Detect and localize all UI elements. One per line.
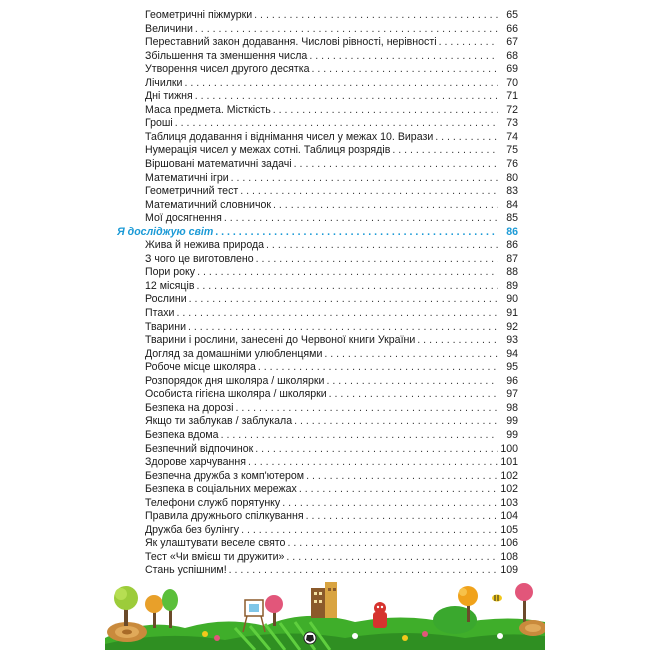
toc-page-number: 97 <box>506 388 518 401</box>
toc-leader-dots <box>235 402 498 416</box>
toc-page-number: 69 <box>506 63 518 76</box>
toc-page-number: 96 <box>506 374 518 387</box>
toc-entry <box>117 429 518 443</box>
toc-entry <box>117 239 518 253</box>
toc-page-number: 66 <box>506 22 518 35</box>
toc-entry <box>117 510 518 524</box>
toc-entry <box>117 443 518 457</box>
toc-entry <box>117 402 518 416</box>
toc-entry-title: Безпека на дорозі <box>145 401 234 414</box>
toc-page-number: 95 <box>506 361 518 374</box>
toc-leader-dots <box>189 293 498 307</box>
toc-page-number: 92 <box>506 320 518 333</box>
toc-leader-dots <box>287 537 498 551</box>
toc-page-number: 108 <box>500 550 518 563</box>
toc-page-number: 98 <box>506 401 518 414</box>
toc-leader-dots <box>329 388 498 402</box>
toc-leader-dots <box>273 104 498 118</box>
toc-entry-title: Геометричний тест <box>145 185 239 198</box>
toc-leader-dots <box>324 348 498 362</box>
toc-leader-dots <box>197 266 498 280</box>
toc-entry-title: Математичні ігри <box>145 171 229 184</box>
toc-leader-dots <box>224 212 498 226</box>
toc-entry-title: Гроші <box>145 117 173 130</box>
toc-entry <box>117 9 518 23</box>
toc-entry <box>117 77 518 91</box>
toc-entry-title: Якщо ти заблукав / заблукала <box>145 415 293 428</box>
toc-leader-dots <box>221 429 498 443</box>
toc-leader-dots <box>215 226 498 240</box>
toc-entry <box>117 361 518 375</box>
toc-entry-title: Лічилки <box>145 76 183 89</box>
toc-page-number: 75 <box>506 144 518 157</box>
toc-entry-title: Пори року <box>145 266 196 279</box>
toc-leader-dots <box>312 63 498 77</box>
toc-leader-dots <box>231 172 498 186</box>
toc-leader-dots <box>241 524 498 538</box>
toc-entry <box>117 90 518 104</box>
toc-page-number: 68 <box>506 49 518 62</box>
toc-page-number: 83 <box>506 185 518 198</box>
toc-page-number: 102 <box>500 483 518 496</box>
toc-entry <box>117 36 518 50</box>
toc-entry-title: Догляд за домашніми улюбленцями <box>145 347 323 360</box>
toc-entry-title: Математичний словничок <box>145 198 272 211</box>
toc-entry-title: Як улаштувати веселе свято <box>145 537 286 550</box>
toc-leader-dots <box>392 144 498 158</box>
toc-page-number: 74 <box>506 130 518 143</box>
toc-page-number: 99 <box>506 428 518 441</box>
toc-entry <box>117 104 518 118</box>
toc-entry <box>117 185 518 199</box>
toc-entry <box>117 199 518 213</box>
toc-entry-title: Безпека в соціальних мережах <box>145 483 297 496</box>
toc-entry-title: Тварини і рослини, занесені до Червоної книги України <box>145 334 416 347</box>
toc-entry-title: Телефони служб порятунку <box>145 496 281 509</box>
toc-page-number: 76 <box>506 158 518 171</box>
toc-entry-title: Я досліджую світ <box>117 225 214 238</box>
toc-leader-dots <box>240 185 498 199</box>
toc-entry-title: Птахи <box>145 307 175 320</box>
toc-page-number: 87 <box>506 252 518 265</box>
toc-entry <box>117 551 518 565</box>
toc-entry <box>117 388 518 402</box>
toc-entry-title: Утворення чисел другого десятка <box>145 63 310 76</box>
toc-page-number: 85 <box>506 212 518 225</box>
toc-page-number: 67 <box>506 36 518 49</box>
toc-leader-dots <box>188 321 498 335</box>
toc-entry-title: Особиста гігієна школяра / школярки <box>145 388 327 401</box>
toc-entry <box>117 334 518 348</box>
toc-entry <box>117 415 518 429</box>
toc-entry <box>117 456 518 470</box>
toc-leader-dots <box>294 158 498 172</box>
toc-leader-dots <box>435 131 498 145</box>
toc-page-number: 65 <box>506 9 518 21</box>
toc-leader-dots <box>309 50 498 64</box>
toc-leader-dots <box>273 199 498 213</box>
toc-entry <box>117 470 518 484</box>
toc-entry <box>117 564 518 578</box>
toc-entry-title: Робоче місце школяра <box>145 361 256 374</box>
toc-entry <box>117 266 518 280</box>
toc-entry-title: Стань успішним! <box>145 564 227 577</box>
toc-entry-title: Тварини <box>145 320 186 333</box>
toc-leader-dots <box>184 77 498 91</box>
toc-page-number: 102 <box>500 469 518 482</box>
toc-page-number: 91 <box>506 307 518 320</box>
toc-entry <box>117 375 518 389</box>
toc-section-heading <box>117 226 518 240</box>
toc-page-number: 93 <box>506 334 518 347</box>
toc-entry-title: Жива й нежива природа <box>145 239 265 252</box>
toc-entry <box>117 253 518 267</box>
toc-page-number: 73 <box>506 117 518 130</box>
toc-entry-title: Збільшення та зменшення числа <box>145 49 308 62</box>
toc-entry <box>117 497 518 511</box>
toc-leader-dots <box>195 90 498 104</box>
toc-entry-title: Мої досягнення <box>145 212 222 225</box>
toc-page-number: 100 <box>500 442 518 455</box>
toc-entry <box>117 131 518 145</box>
toc-page-number: 104 <box>500 510 518 523</box>
toc-leader-dots <box>176 307 498 321</box>
toc-page-number: 90 <box>506 293 518 306</box>
toc-leader-dots <box>248 456 498 470</box>
meadow-illustration-icon <box>105 578 545 650</box>
toc-leader-dots <box>229 564 498 578</box>
toc-entry <box>117 483 518 497</box>
toc-leader-dots <box>282 497 498 511</box>
table-of-contents <box>117 9 518 578</box>
toc-leader-dots <box>266 239 498 253</box>
toc-entry-title: Безпека вдома <box>145 428 219 441</box>
toc-entry-title: Розпорядок дня школяра / школярки <box>145 374 325 387</box>
toc-page-number: 101 <box>500 456 518 469</box>
toc-entry-title: Переставний закон додавання. Числові рівності, нерівності <box>145 36 437 49</box>
toc-page-number: 109 <box>500 564 518 577</box>
toc-page-number: 86 <box>506 225 518 238</box>
toc-page-number: 72 <box>506 103 518 116</box>
toc-entry-title: Маса предмета. Місткість <box>145 103 271 116</box>
toc-leader-dots <box>417 334 498 348</box>
toc-entry-title: З чого це виготовлено <box>145 252 254 265</box>
toc-entry <box>117 293 518 307</box>
toc-entry-title: Рослини <box>145 293 187 306</box>
toc-entry <box>117 348 518 362</box>
toc-entry <box>117 63 518 77</box>
toc-entry <box>117 158 518 172</box>
toc-leader-dots <box>175 117 498 131</box>
toc-page-number: 88 <box>506 266 518 279</box>
toc-leader-dots <box>255 443 498 457</box>
toc-leader-dots <box>306 470 498 484</box>
toc-entry <box>117 117 518 131</box>
toc-entry-title: Здорове харчування <box>145 456 246 469</box>
toc-entry <box>117 144 518 158</box>
toc-entry <box>117 23 518 37</box>
toc-entry-title: Правила дружнього спілкування <box>145 510 304 523</box>
toc-leader-dots <box>299 483 498 497</box>
toc-page-number: 106 <box>500 537 518 550</box>
toc-page-number: 99 <box>506 415 518 428</box>
toc-leader-dots <box>326 375 498 389</box>
toc-leader-dots <box>196 280 498 294</box>
toc-page-number: 71 <box>506 90 518 103</box>
toc-entry-title: Безпечний відпочинок <box>145 442 254 455</box>
toc-entry-title: Нумерація чисел у межах сотні. Таблиця розрядів <box>145 144 391 157</box>
toc-leader-dots <box>256 253 498 267</box>
toc-page-number: 80 <box>506 171 518 184</box>
toc-page-number: 94 <box>506 347 518 360</box>
toc-leader-dots <box>254 9 498 23</box>
toc-entry-title: Геометричні піжмурки <box>145 9 253 21</box>
toc-entry <box>117 524 518 538</box>
toc-entry <box>117 321 518 335</box>
toc-leader-dots <box>294 415 498 429</box>
toc-entry-title: Віршовані математичні задачі <box>145 158 292 171</box>
toc-entry-title: Безпечна дружба з комп'ютером <box>145 469 305 482</box>
toc-entry <box>117 537 518 551</box>
toc-entry-title: 12 місяців <box>145 279 195 292</box>
toc-leader-dots <box>258 361 498 375</box>
toc-entry <box>117 212 518 226</box>
toc-leader-dots <box>306 510 498 524</box>
toc-page-number: 70 <box>506 76 518 89</box>
toc-page-number: 84 <box>506 198 518 211</box>
toc-leader-dots <box>195 23 498 37</box>
toc-leader-dots <box>286 551 498 565</box>
toc-entry-title: Дружба без булінгу <box>145 523 240 536</box>
toc-page-number: 105 <box>500 523 518 536</box>
toc-entry <box>117 280 518 294</box>
toc-page-number: 103 <box>500 496 518 509</box>
toc-entry <box>117 172 518 186</box>
toc-entry-title: Тест «Чи вмієш ти дружити» <box>145 550 285 563</box>
toc-entry <box>117 50 518 64</box>
toc-entry <box>117 307 518 321</box>
toc-leader-dots <box>439 36 498 50</box>
toc-page-number: 86 <box>506 239 518 252</box>
toc-page-number: 89 <box>506 279 518 292</box>
toc-entry-title: Величини <box>145 22 193 35</box>
toc-entry-title: Таблиця додавання і віднімання чисел у межах 10. Вирази <box>145 130 434 143</box>
toc-entry-title: Дні тижня <box>145 90 193 103</box>
